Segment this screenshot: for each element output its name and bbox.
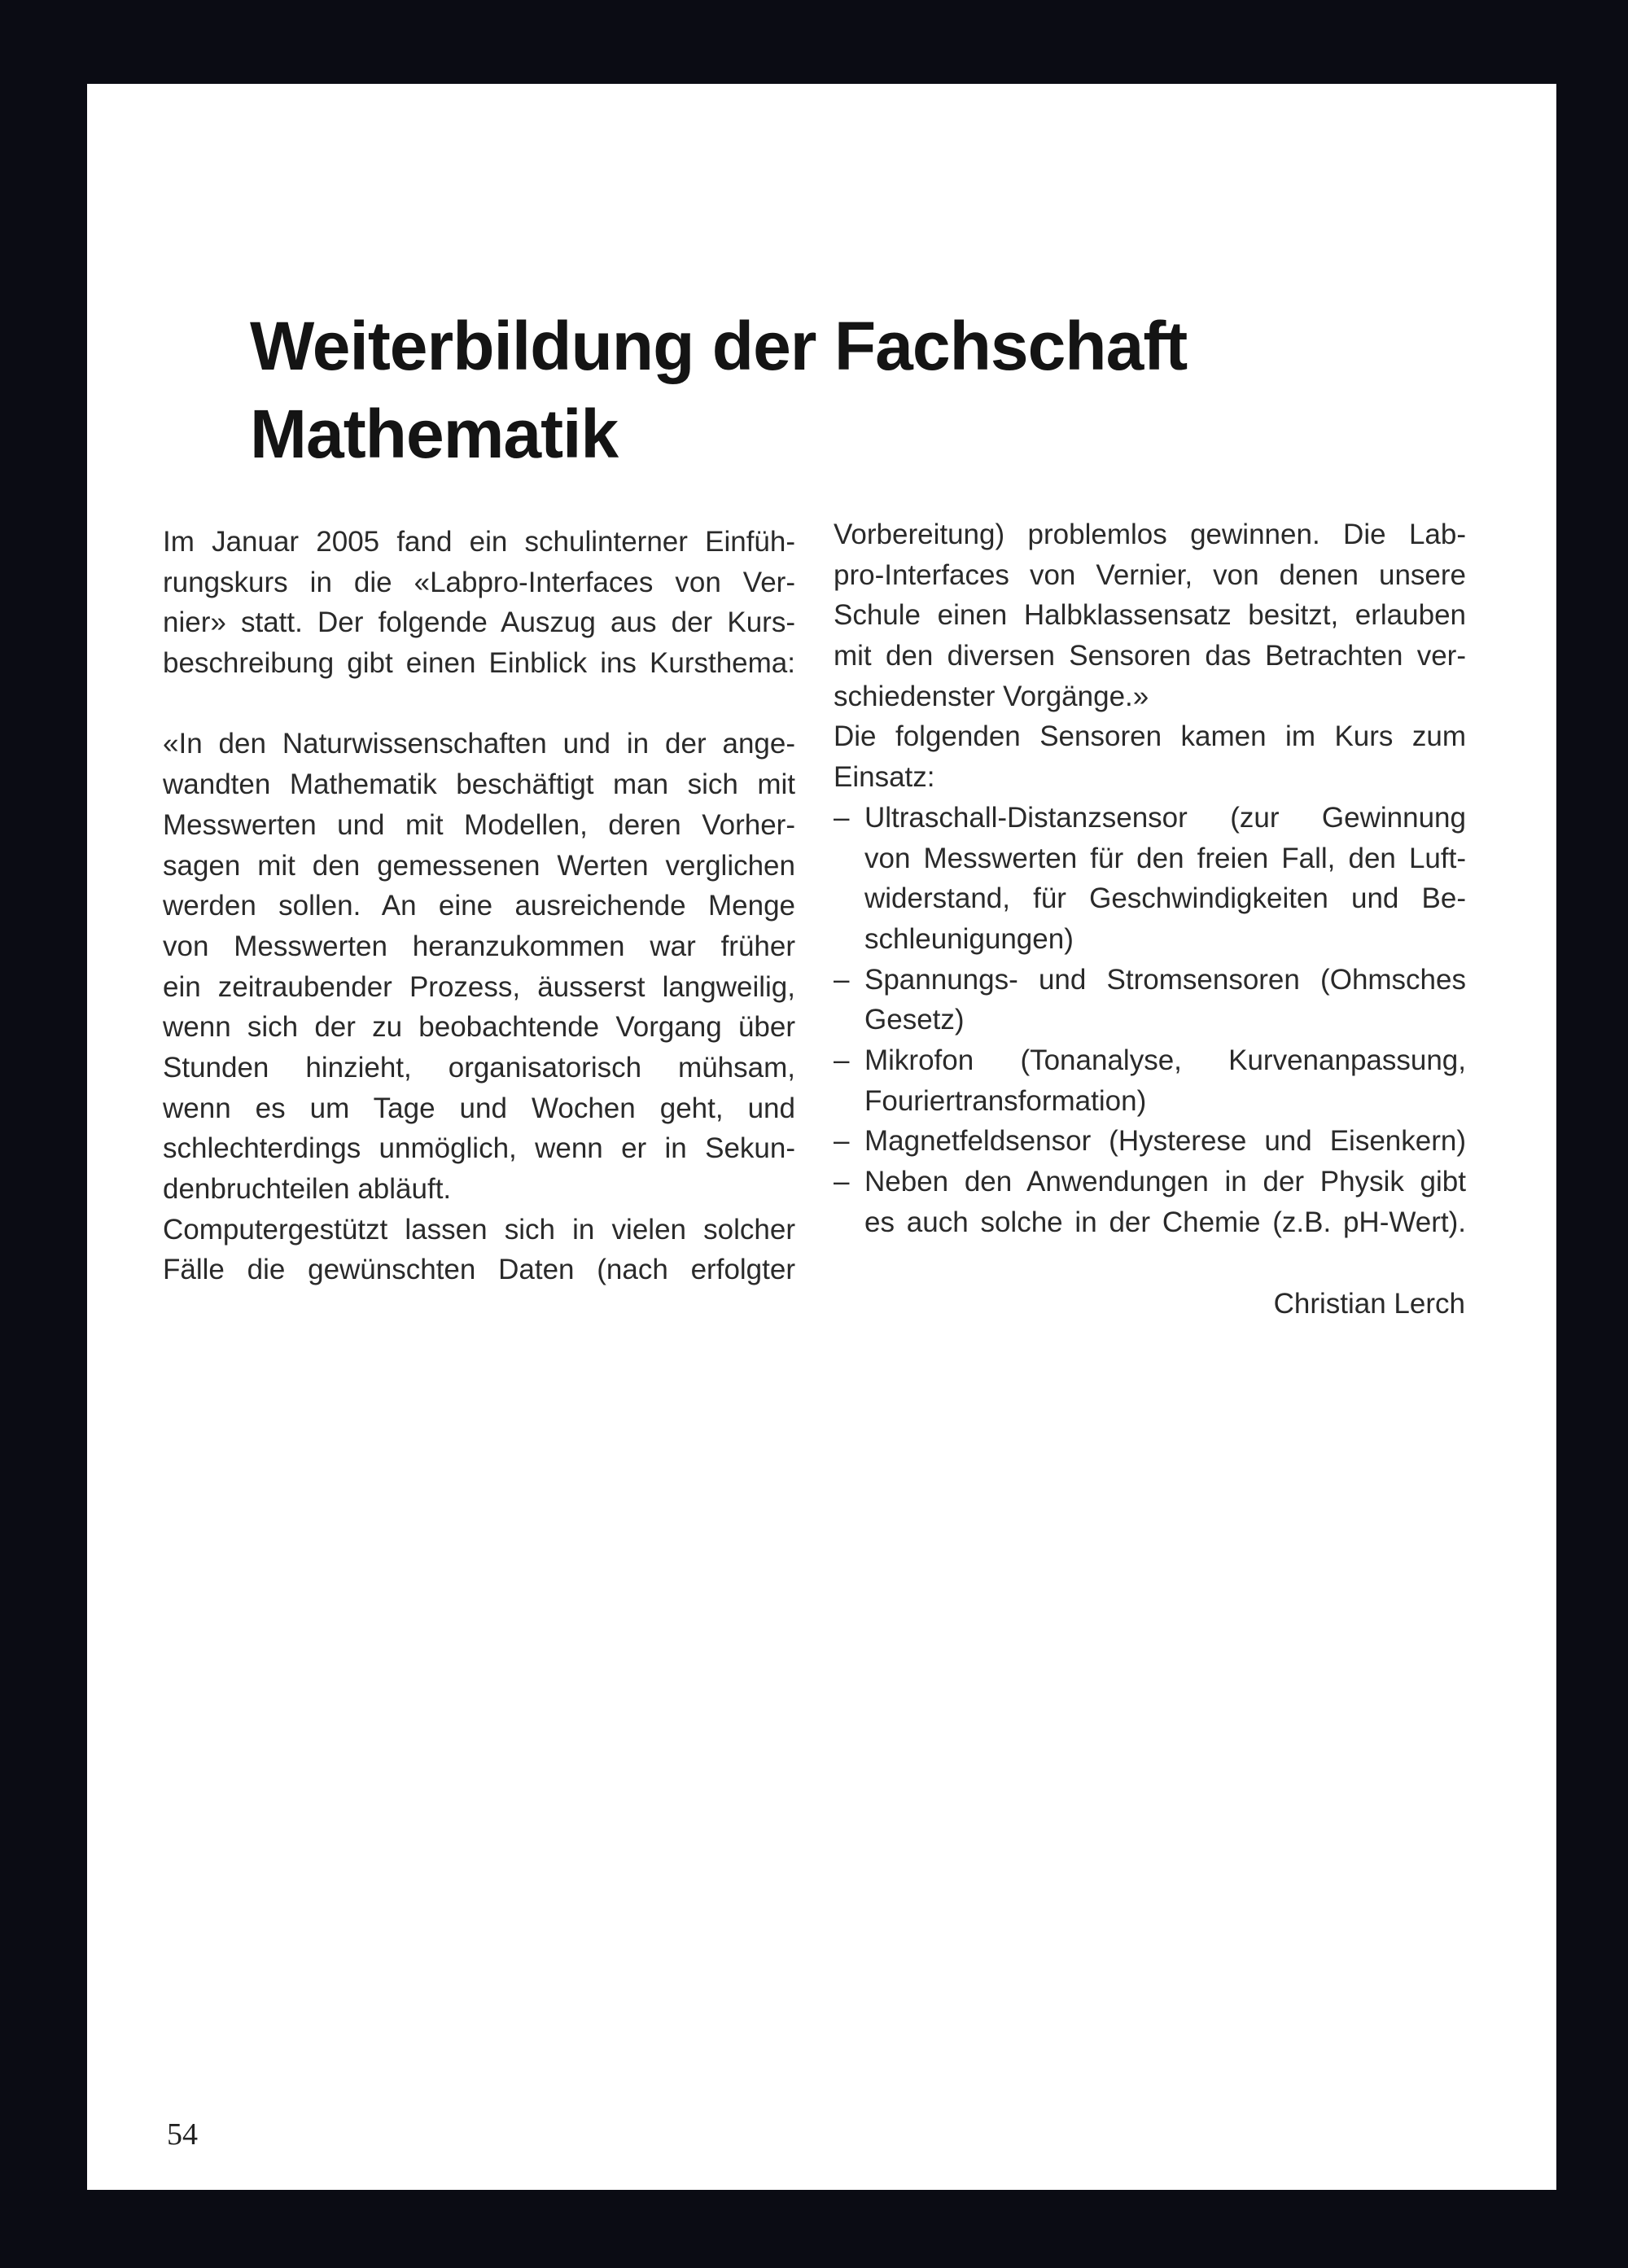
text-line [834, 676, 1466, 717]
line-text: denbruchteilen abläuft. [163, 1173, 452, 1205]
text-line [163, 846, 795, 887]
line-text: Gesetz) [864, 1004, 965, 1036]
line-text: Stunden hinzieht, organisatorisch mühsam, [163, 1051, 795, 1084]
text-line [163, 926, 795, 967]
line-text: werden sollen. An eine ausreichende Menge [163, 890, 795, 922]
text-line [163, 522, 795, 563]
line-text: ein zeitraubender Prozess, äusserst langweilig, [163, 970, 795, 1003]
line-text: schlechterdings unmöglich, wenn er in Sekun- [163, 1132, 795, 1165]
line-text: Messwerten und mit Modellen, deren Vorher- [163, 808, 795, 841]
text-line [163, 886, 795, 926]
list-dash: – [834, 1044, 850, 1076]
text-line [834, 595, 1466, 636]
line-text: Einsatz: [834, 761, 935, 794]
line-text: Fälle die gewünschten Daten (nach erfolgter [163, 1254, 795, 1286]
line-text: Mikrofon (Tonanalyse, Kurvenanpassung, [864, 1044, 1466, 1076]
list-item-line [834, 1040, 1466, 1081]
line-text: widerstand, für Geschwindigkeiten und Be- [864, 882, 1466, 915]
list-item-line [834, 1162, 1466, 1202]
text-line [163, 764, 795, 805]
text-line [834, 514, 1466, 555]
article-title [250, 302, 1187, 478]
text-line [834, 838, 1466, 879]
line-text: Spannungs- und Stromsensoren (Ohmsches [864, 963, 1466, 996]
text-line [163, 1007, 795, 1048]
text-line [834, 757, 1466, 798]
list-dash: – [834, 963, 850, 996]
line-text: pro-Interfaces von Vernier, von denen unsere [834, 558, 1466, 591]
title-line: Weiterbildung der Fachschaft [250, 308, 1188, 384]
list-dash: – [834, 801, 850, 834]
line-text: mit den diversen Sensoren das Betrachten ver- [834, 640, 1466, 672]
line-text: es auch solche in der Chemie (z.B. pH-Wert). [864, 1206, 1466, 1238]
list-dash: – [834, 1125, 850, 1158]
line-text: Schule einen Halbklassensatz besitzt, erlauben [834, 599, 1466, 632]
text-line [163, 1048, 795, 1088]
text-line [163, 563, 795, 603]
text-line [163, 1210, 795, 1250]
text-line [163, 724, 795, 764]
line-text: Magnetfeldsensor (Hysterese und Eisenkern) [864, 1125, 1466, 1158]
line-text: Neben den Anwendungen in der Physik gibt [864, 1166, 1466, 1197]
line-text: schleunigungen) [864, 922, 1074, 955]
line-text: Fouriertransformation) [864, 1084, 1147, 1117]
line-text: Ultraschall-Distanzsensor (zur Gewinnung [864, 801, 1466, 834]
list-dash: – [834, 1166, 850, 1197]
text-line [163, 967, 795, 1008]
right-text-column [834, 514, 1466, 1242]
list-item-line [834, 960, 1466, 1000]
line-text: von Messwerten für den freien Fall, den Luft- [864, 842, 1466, 874]
line-text: wenn es um Tage und Wochen geht, und [163, 1092, 795, 1124]
line-text: Die folgenden Sensoren kamen im Kurs zum [834, 720, 1466, 753]
text-line [163, 1128, 795, 1169]
author-signature: Christian Lerch [1273, 1288, 1465, 1320]
line-text: Im Januar 2005 fand ein schulinterner Einfüh- [163, 526, 795, 558]
list-item-line [834, 1121, 1466, 1162]
line-text: schiedenster Vorgänge.» [834, 680, 1149, 712]
text-line [163, 684, 795, 725]
text-line [834, 1000, 1466, 1040]
line-text: nier» statt. Der folgende Auszug aus der Kurs- [163, 606, 795, 639]
text-line [163, 602, 795, 643]
text-line [834, 1081, 1466, 1122]
line-text: wenn sich der zu beobachtende Vorgang über [163, 1011, 795, 1044]
text-line [834, 878, 1466, 919]
line-text: «In den Naturwissenschaften und in der ange- [163, 728, 795, 760]
text-line [834, 636, 1466, 676]
line-text: Vorbereitung) problemlos gewinnen. Die Lab- [834, 519, 1466, 550]
line-text: wandten Mathematik beschäftigt man sich mit [163, 768, 795, 801]
list-item-line [834, 798, 1466, 838]
text-line [163, 805, 795, 846]
line-text: rungskurs in die «Labpro-Interfaces von Ver- [163, 566, 795, 598]
text-line [163, 1088, 795, 1129]
title-line: Mathematik [250, 396, 619, 472]
page-number: 54 [167, 2117, 198, 2152]
text-line [834, 1202, 1466, 1243]
text-line [163, 1169, 795, 1210]
text-line [834, 919, 1466, 960]
left-text-column [163, 522, 795, 1290]
line-text: sagen mit den gemessenen Werten verglichen [163, 849, 795, 882]
text-line [163, 643, 795, 684]
line-text: von Messwerten heranzukommen war früher [163, 930, 795, 962]
line-text: Computergestützt lassen sich in vielen solcher [163, 1213, 795, 1246]
text-line [834, 555, 1466, 596]
line-text: beschreibung gibt einen Einblick ins Kursthema: [163, 647, 795, 680]
text-line [834, 716, 1466, 757]
text-line [163, 1250, 795, 1290]
